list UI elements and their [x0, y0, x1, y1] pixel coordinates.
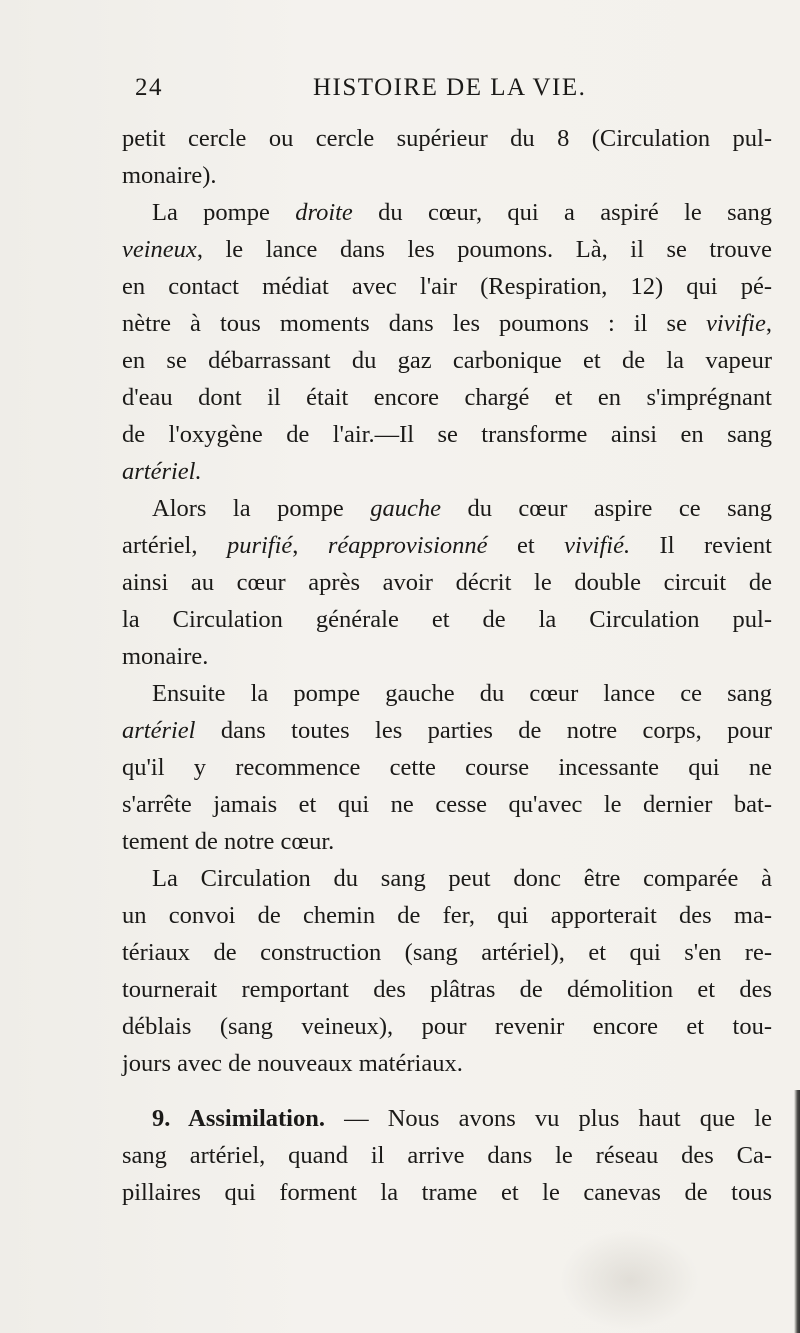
text-line: de l'oxygène de l'air.—Il se transforme ainsi en sang	[122, 421, 772, 448]
emphasis: gauche	[370, 495, 441, 522]
text-line: en contact médiat avec l'air (Respiration, 12) qui pé-	[122, 273, 772, 300]
text-line: nètre à tous moments dans les poumons : il se vivifie,	[122, 310, 772, 337]
running-header	[135, 74, 775, 108]
text-line: jours avec de nouveaux matériaux.	[122, 1050, 463, 1077]
section-heading: 9. Assimilation.	[152, 1105, 325, 1132]
emphasis: artériel	[122, 717, 196, 744]
text-line: veineux, le lance dans les poumons. Là, il se trouve	[122, 236, 772, 263]
text-line: tement de notre cœur.	[122, 828, 335, 855]
text-line: un convoi de chemin de fer, qui apporterait des ma-	[122, 902, 772, 929]
text-line: monaire.	[122, 643, 209, 670]
emphasis: artériel.	[122, 458, 202, 485]
text-line: tournerait remportant des plâtras de démolition et des	[122, 976, 772, 1003]
text-line: tériaux de construction (sang artériel), et qui s'en re-	[122, 939, 772, 966]
page-number: 24	[135, 74, 163, 101]
text-line: qu'il y recommence cette course incessante qui ne	[122, 754, 772, 781]
section-heading-line: 9. Assimilation. — Nous avons vu plus haut que le	[152, 1105, 772, 1132]
emphasis: vivifie	[706, 310, 766, 337]
body-text	[122, 120, 772, 1211]
text-line: La pompe droite du cœur, qui a aspiré le sang	[152, 199, 772, 226]
text-line: déblais (sang veineux), pour revenir encore et tou-	[122, 1013, 772, 1040]
emphasis: purifié	[226, 532, 293, 559]
text-line: Alors la pompe gauche du cœur aspire ce sang	[152, 495, 772, 522]
emphasis: veineux	[122, 236, 197, 263]
text-line: pillaires qui forment la trame et le canevas de tous	[122, 1179, 772, 1206]
paper-stain	[560, 1230, 700, 1330]
text-line: en se débarrassant du gaz carbonique et de la vapeur	[122, 347, 772, 374]
emphasis: réapprovisionné	[327, 532, 488, 559]
text-line: petit cercle ou cercle supérieur du 8 (Circulation pul-	[122, 125, 772, 152]
text-line: sang artériel, quand il arrive dans le réseau des Ca-	[122, 1142, 772, 1169]
page-edge-shadow	[794, 1090, 800, 1333]
text-line	[122, 453, 772, 490]
emphasis: droite	[295, 199, 353, 226]
text-line: La Circulation du sang peut donc être comparée à	[152, 865, 772, 892]
text-line: artériel, purifié, réapprovisionné et vivifié. Il revient	[122, 532, 772, 559]
text-line: monaire).	[122, 162, 217, 189]
text-line: ainsi au cœur après avoir décrit le double circuit de	[122, 569, 772, 596]
running-title: HISTOIRE DE LA VIE.	[313, 74, 587, 101]
text-line: s'arrête jamais et qui ne cesse qu'avec le dernier bat-	[122, 791, 772, 818]
emphasis: vivifié.	[564, 532, 631, 559]
text-line: d'eau dont il était encore chargé et en s'imprégnant	[122, 384, 772, 411]
text-line: Ensuite la pompe gauche du cœur lance ce sang	[152, 680, 772, 707]
text-line: la Circulation générale et de la Circulation pul-	[122, 606, 772, 633]
text-line: artériel dans toutes les parties de notre corps, pour	[122, 717, 772, 744]
